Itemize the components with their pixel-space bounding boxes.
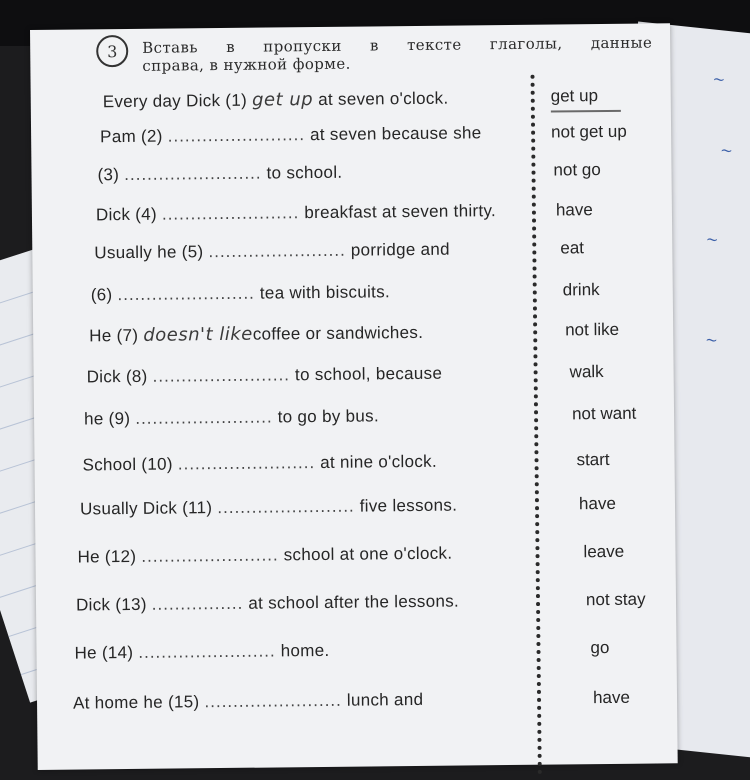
scribble-mark: ~ — [711, 69, 727, 89]
exercise-sentence — [82, 452, 437, 476]
sentence-end: at nine o'clock. — [315, 451, 438, 473]
answer-blank[interactable]: ........................ — [161, 203, 300, 224]
answer-blank[interactable]: ........................ — [152, 365, 291, 386]
answer-blank[interactable]: ........................ — [217, 496, 355, 518]
exercise-row — [32, 237, 672, 274]
verb-hint: not like — [565, 319, 620, 340]
exercise-row — [35, 541, 675, 578]
sentence-end: at school after the lessons. — [243, 591, 460, 613]
exercise-sentence — [89, 322, 423, 346]
sentence-start: He (12) — [77, 546, 142, 567]
sentence-start: At home he (15) — [72, 692, 205, 713]
sentence-end: school at one o'clock. — [278, 543, 453, 565]
answer-blank[interactable]: ........................ — [141, 545, 279, 566]
sentence-start: he (9) — [83, 408, 136, 429]
sentence-start: Every day Dick (1) — [102, 90, 253, 112]
verb-hint: leave — [583, 541, 625, 562]
verb-hint: not want — [571, 403, 637, 424]
answer-blank[interactable]: ........................ — [117, 283, 255, 305]
sentence-end: tea with biscuits. — [254, 282, 391, 303]
exercise-sentence — [84, 406, 379, 429]
exercise-sentence — [100, 123, 482, 147]
sentence-end: home. — [275, 640, 330, 661]
verb-hint: have — [555, 200, 593, 220]
exercise-row — [33, 279, 673, 316]
answer-blank[interactable]: ........................ — [204, 690, 342, 712]
verb-hint: walk — [569, 362, 604, 382]
handwritten-answer: doesn't like — [143, 323, 253, 346]
task-instruction — [142, 33, 652, 74]
handwritten-underline — [551, 110, 621, 113]
sentence-end: to go by bus. — [272, 406, 380, 427]
sentence-start: Usually he (5) — [94, 242, 209, 263]
verb-hint: start — [576, 449, 610, 470]
answer-blank[interactable]: ........................ — [135, 407, 273, 428]
sentence-end: breakfast at seven thirty. — [299, 201, 497, 223]
exercise-sentence — [97, 163, 342, 186]
exercise-row — [36, 637, 676, 674]
sentence-start: (3) — [97, 165, 125, 185]
exercise-row — [33, 319, 673, 356]
exercise-row — [32, 199, 672, 236]
verb-hint: not get up — [550, 121, 627, 142]
exercise-sentence — [74, 641, 329, 664]
task-number-badge: 3 — [96, 35, 128, 67]
exercise-row — [34, 361, 674, 398]
verb-hint: go — [590, 637, 610, 658]
worksheet-page — [30, 23, 678, 770]
exercise-sentence — [96, 201, 496, 225]
sentence-start: Usually Dick (11) — [79, 498, 218, 519]
exercise-sentence — [91, 282, 390, 305]
sentence-start: Dick (4) — [95, 204, 163, 225]
sentence-end: lunch and — [341, 689, 424, 710]
exercise-row — [31, 121, 671, 158]
sentence-start: School (10) — [82, 454, 178, 475]
verb-hint: not stay — [585, 589, 646, 610]
sentence-end: to school, because — [289, 363, 443, 385]
exercise-row — [36, 589, 676, 626]
answer-blank[interactable]: ........................ — [177, 453, 316, 474]
instruction-line-2: справа, в нужной форме. — [142, 54, 351, 75]
sentence-start: He (14) — [74, 642, 139, 663]
answer-blank[interactable]: ........................ — [167, 125, 306, 146]
sentence-start: Dick (8) — [86, 366, 153, 387]
exercise-sentence — [80, 496, 457, 520]
answer-blank[interactable]: ........................ — [124, 163, 262, 185]
exercise-sentence — [87, 364, 443, 388]
sentence-end: to school. — [261, 162, 343, 183]
exercise-sentence — [77, 544, 452, 568]
verb-hint: have — [578, 493, 616, 514]
answer-blank[interactable]: ................ — [151, 593, 244, 614]
sentence-start: Dick (13) — [75, 594, 152, 615]
sentence-start: He (7) — [89, 325, 144, 346]
sentence-end: five lessons. — [354, 495, 458, 516]
sentence-start: (6) — [90, 285, 118, 305]
verb-hint: drink — [562, 280, 600, 300]
verb-hint: eat — [560, 238, 585, 258]
handwritten-answer: get up — [251, 89, 314, 111]
answer-blank[interactable]: ........................ — [138, 641, 276, 662]
scribble-mark: ~ — [719, 140, 734, 161]
answer-blank[interactable]: ........................ — [208, 240, 346, 262]
exercise-row — [35, 493, 675, 530]
sentence-start: Pam (2) — [100, 126, 168, 147]
sentence-end: at seven o'clock. — [313, 88, 449, 110]
exercise-row — [31, 85, 671, 122]
exercise-row — [37, 687, 677, 724]
exercise-row — [31, 159, 671, 196]
exercise-row — [34, 403, 674, 440]
sentence-end: porridge and — [345, 239, 450, 260]
sentence-end: at seven because she — [304, 123, 482, 145]
exercise-sentence — [76, 592, 459, 616]
exercise-sentence — [103, 88, 449, 113]
scribble-mark: ~ — [704, 330, 719, 350]
verb-hint: have — [592, 687, 630, 708]
exercise-sentence — [73, 690, 423, 714]
scribble-mark: ~ — [704, 229, 720, 250]
verb-hint: get up — [550, 86, 599, 106]
exercise-row — [34, 449, 674, 486]
exercise-sentence — [94, 240, 450, 264]
verb-hint: not go — [553, 160, 601, 180]
sentence-end: coffee or sandwiches. — [252, 322, 424, 344]
instruction-line-1: Вставь в пропуски в тексте глаголы, данные — [142, 33, 653, 57]
